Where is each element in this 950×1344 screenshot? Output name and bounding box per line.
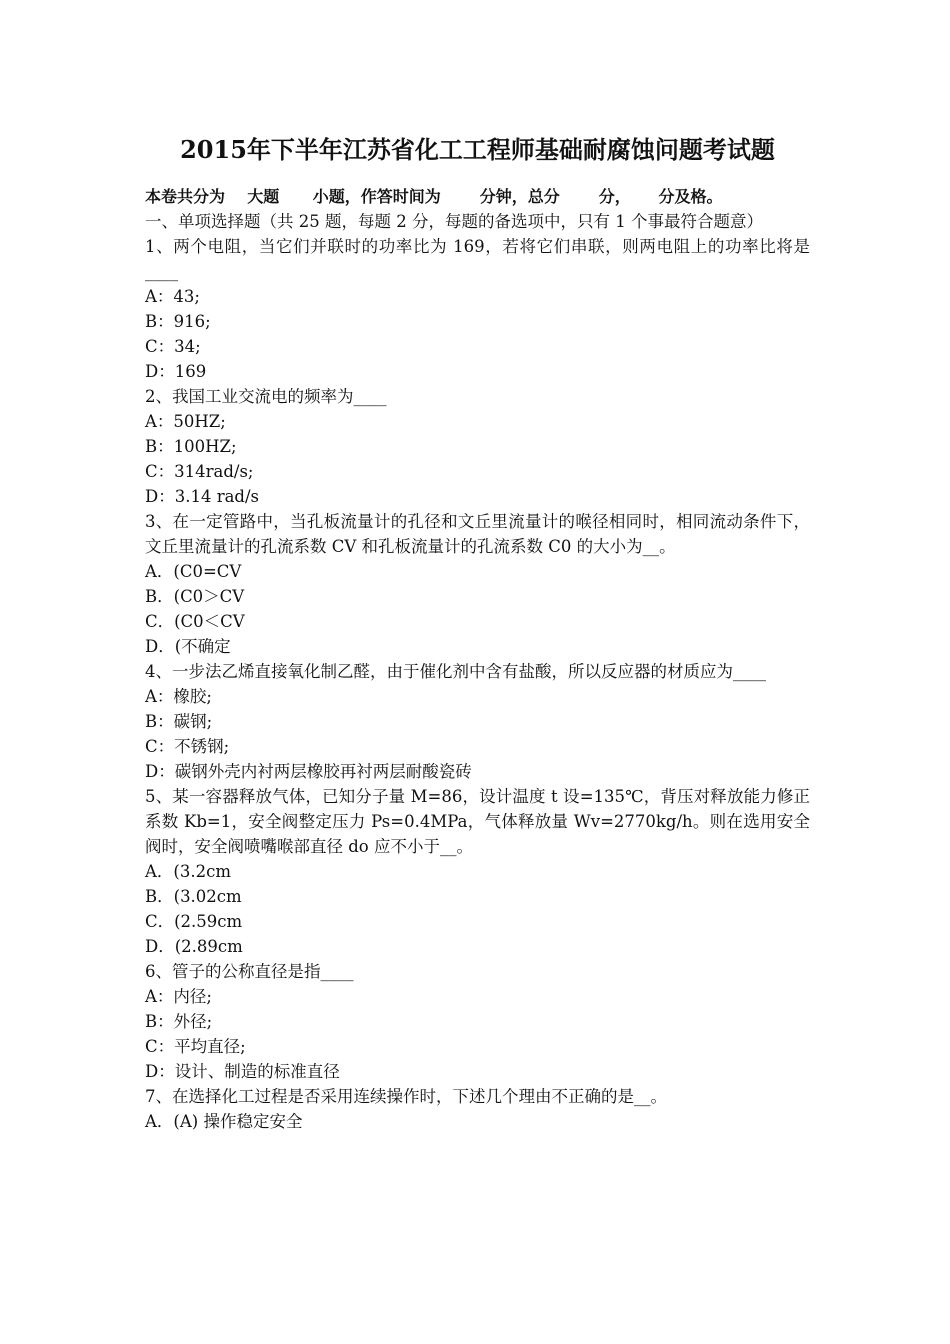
option-d: D：169: [145, 362, 207, 381]
option-a: A．(C0=CV: [145, 562, 242, 581]
option-b: B：外径;: [145, 1012, 213, 1031]
option-a: A：橡胶;: [145, 687, 212, 706]
option-c: C．(C0＜CV: [145, 612, 245, 631]
document-title: 2015年下半年江苏省化工工程师基础耐腐蚀问题考试题: [180, 135, 775, 164]
question-stem: 2、我国工业交流电的频率为____: [145, 387, 387, 406]
option-d: D．(2.89cm: [145, 937, 243, 956]
option-c: C：不锈钢;: [145, 737, 230, 756]
option-b: B．(3.02cm: [145, 887, 242, 906]
option-d: D．(不确定: [145, 637, 231, 656]
question-stem: 1、两个电阻，当它们并联时的功率比为 169，若将它们串联，则两电阻上的功率比将是____: [145, 237, 810, 281]
option-a: A：50HZ;: [145, 412, 226, 431]
option-b: B：碳钢;: [145, 712, 213, 731]
question-stem: 4、一步法乙烯直接氧化制乙醛，由于催化剂中含有盐酸，所以反应器的材质应为____: [145, 662, 766, 681]
section-heading: 一、单项选择题（共 25 题，每题 2 分，每题的备选项中，只有 1 个事最符合题意）: [145, 212, 763, 231]
question-stem: 3、在一定管路中，当孔板流量计的孔径和文丘里流量计的喉径相同时，相同流动条件下，文丘里流量计的孔流系数 CV 和孔板流量计的孔流系数 C0 的大小为__。: [145, 512, 810, 556]
option-c: C．(2.59cm: [145, 912, 243, 931]
option-d: D：设计、制造的标准直径: [145, 1062, 340, 1081]
option-d: D：3.14 rad/s: [145, 487, 260, 506]
option-d: D：碳钢外壳内衬两层橡胶再衬两层耐酸瓷砖: [145, 762, 472, 781]
option-a: A：内径;: [145, 987, 212, 1006]
option-c: C：平均直径;: [145, 1037, 246, 1056]
option-c: C：314rad/s;: [145, 462, 254, 481]
option-c: C：34;: [145, 337, 201, 356]
option-a: A．(3.2cm: [145, 862, 231, 881]
exam-meta-line: 本卷共分为 大题 小题，作答时间为 分钟，总分 分， 分及格。: [145, 187, 723, 206]
option-a: A：43;: [145, 287, 200, 306]
question-stem: 5、某一容器释放气体，已知分子量 M=86，设计温度 t 设=135℃，背压对释放能力修正系数 Kb=1，安全阀整定压力 Ps=0.4MPa，气体释放量 Wv=2770kg/h。则在选用安全阀时，安全阀喷嘴喉部直径 do 应不小于__。: [145, 787, 810, 856]
option-a: A．(A) 操作稳定安全: [145, 1112, 303, 1131]
option-b: B：916;: [145, 312, 211, 331]
question-stem: 7、在选择化工过程是否采用连续操作时，下述几个理由不正确的是__。: [145, 1087, 667, 1106]
document-page: [145, 128, 810, 1134]
question-stem: 6、管子的公称直径是指____: [145, 962, 354, 981]
option-b: B．(C0＞CV: [145, 587, 245, 606]
option-b: B：100HZ;: [145, 437, 237, 456]
